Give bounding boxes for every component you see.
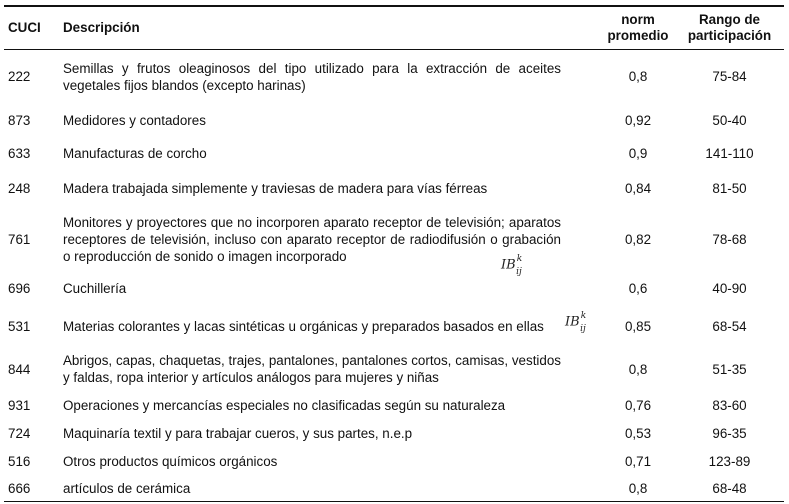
norm-cell: 0,85 bbox=[624, 318, 652, 334]
header-cuci: CUCI bbox=[8, 20, 41, 35]
rango-cell: 96-35 bbox=[712, 426, 747, 441]
norm-cell: 0,8 bbox=[628, 480, 648, 496]
norm-cell: 0,9 bbox=[628, 145, 648, 161]
table-row bbox=[4, 306, 784, 347]
math-label-ib: $IB^k_{ij}$ bbox=[501, 254, 523, 277]
rango-cell: 68-48 bbox=[712, 480, 747, 496]
header-descripcion: Descripción bbox=[63, 20, 140, 35]
cuci-cell: 844 bbox=[8, 361, 31, 377]
rango-cell: 50-40 bbox=[712, 112, 747, 128]
rango-cell: 141-110 bbox=[705, 145, 754, 161]
cuci-cell: 222 bbox=[8, 69, 31, 85]
table-row bbox=[4, 170, 784, 207]
cuci-cell: 633 bbox=[8, 145, 31, 161]
description-cell: Cuchillería bbox=[63, 281, 127, 296]
table-row bbox=[4, 137, 784, 170]
norm-cell: 0,8 bbox=[628, 361, 648, 377]
rango-cell: 83-60 bbox=[712, 398, 747, 413]
rango-cell: 78-68 bbox=[712, 231, 747, 247]
description-cell: Monitores y proyectores que no incorporen aparato receptor de televisión; aparatos receptores de televisión, incluso con aparato receptor de radiodifusión o grabación o reproducción de sonido o imagen incorporado bbox=[63, 214, 561, 264]
table-row bbox=[4, 476, 784, 502]
description-cell: Semillas y frutos oleaginosos del tipo utilizado para la extracción de aceites vegetales fijos blandos (excepto harinas) bbox=[63, 60, 561, 93]
cuci-cell: 931 bbox=[8, 398, 31, 413]
description-cell: Manufacturas de corcho bbox=[63, 145, 207, 161]
cuci-cell: 696 bbox=[8, 281, 31, 296]
table-row bbox=[4, 104, 784, 137]
rango-cell: 40-90 bbox=[712, 281, 747, 296]
cuci-table bbox=[4, 5, 784, 502]
description-cell: Medidores y contadores bbox=[63, 112, 206, 128]
rango-cell: 123-89 bbox=[708, 454, 751, 469]
norm-cell: 0,53 bbox=[624, 426, 652, 441]
table-row bbox=[4, 207, 784, 272]
header-row bbox=[4, 6, 784, 50]
cuci-cell: 248 bbox=[8, 180, 31, 196]
table-row bbox=[4, 272, 784, 306]
math-label-ib: $IB^k_{ij}$ bbox=[565, 311, 587, 334]
description-cell: Madera trabajada simplemente y traviesas de madera para vías férreas bbox=[63, 180, 488, 196]
norm-cell: 0,71 bbox=[624, 454, 652, 469]
cuci-cell: 761 bbox=[8, 231, 31, 247]
description-cell: Abrigos, capas, chaquetas, trajes, pantalones, pantalones cortos, camisas, vestidos y faldas, ropa interior y artículos análogos para mujeres y niñas bbox=[63, 353, 561, 385]
cuci-cell: 724 bbox=[8, 426, 31, 441]
header-rango: Rango de participación bbox=[687, 12, 772, 43]
rango-cell: 75-84 bbox=[712, 69, 747, 85]
cuci-cell: 666 bbox=[8, 480, 31, 496]
cuci-cell: 516 bbox=[8, 454, 31, 469]
table-row bbox=[4, 347, 784, 392]
header-norm: norm promedio bbox=[607, 12, 669, 43]
table-row bbox=[4, 448, 784, 476]
table-row bbox=[4, 420, 784, 448]
norm-cell: 0,84 bbox=[624, 180, 652, 196]
description-cell: Materias colorantes y lacas sintéticas u orgánicas y preparados basados en ellas bbox=[63, 318, 544, 334]
rango-cell: 68-54 bbox=[712, 318, 747, 334]
description-cell: artículos de cerámica bbox=[63, 480, 191, 496]
rango-cell: 81-50 bbox=[712, 180, 747, 196]
cuci-cell: 873 bbox=[8, 112, 31, 128]
norm-cell: 0,92 bbox=[624, 112, 652, 128]
description-cell: Operaciones y mercancías especiales no clasificadas según su naturaleza bbox=[63, 398, 506, 413]
norm-cell: 0,8 bbox=[628, 69, 648, 85]
norm-cell: 0,6 bbox=[628, 281, 648, 296]
table-row bbox=[4, 50, 784, 104]
norm-cell: 0,76 bbox=[624, 398, 652, 413]
table-row bbox=[4, 392, 784, 420]
description-cell: Otros productos químicos orgánicos bbox=[63, 454, 278, 469]
rango-cell: 51-35 bbox=[712, 361, 747, 377]
description-cell: Maquinaría textil y para trabajar cueros, y sus partes, n.e.p bbox=[63, 426, 413, 441]
cuci-cell: 531 bbox=[8, 318, 31, 334]
norm-cell: 0,82 bbox=[624, 231, 652, 247]
